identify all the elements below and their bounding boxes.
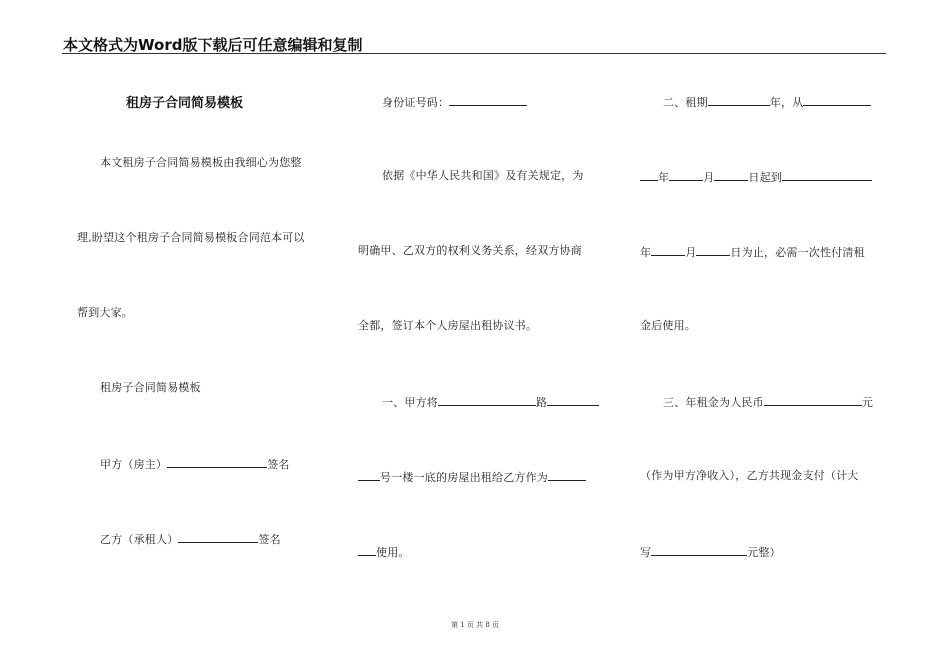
clause-1-text-2: 号一楼一底的房屋出租给乙方作为 xyxy=(380,471,548,484)
clause-2-yue: 月 xyxy=(703,171,715,184)
clause-2-line-4: 金后使用。 xyxy=(640,319,696,332)
clause-1-text-3: 使用。 xyxy=(376,546,410,559)
clause-2-blank-a xyxy=(708,94,770,106)
clause-2-line-2 xyxy=(640,169,872,185)
document-header-title: 本文格式为Word版下载后可任意编辑和复制 xyxy=(63,36,363,54)
clause-2-end-tail: 日为止，必需一次性付清租 xyxy=(730,246,865,259)
clause-2-blank-b xyxy=(803,94,871,106)
clause-2-year-from: 年，从 xyxy=(769,96,804,109)
clause-1-blank-a xyxy=(438,394,536,406)
party-a-blank xyxy=(167,456,267,468)
clause-1-line-3 xyxy=(358,544,410,560)
clause-2-blank-g xyxy=(651,244,685,256)
clause-3-blank-a xyxy=(764,394,862,406)
clause-1-blank-b xyxy=(547,394,599,406)
intro-line-2: 理,盼望这个租房子合同简易模板合同范本可以 xyxy=(77,231,305,244)
clause-3-yuanzheng: 元整） xyxy=(747,546,781,559)
contract-subtitle: 租房子合同简易模板 xyxy=(100,381,201,394)
party-b-blank xyxy=(178,531,258,543)
clause-3-line-2: （作为甲方净收入），乙方共现金支付（计大 xyxy=(640,469,859,482)
clause-3-blank-b xyxy=(651,544,747,556)
basis-line-2: 明确甲、乙双方的权利义务关系，经双方协商 xyxy=(358,244,582,257)
clause-2-prefix: 二、租期 xyxy=(663,96,708,109)
basis-line-3: 全都，签订本个人房屋出租协议书。 xyxy=(358,319,538,332)
clause-2-line-1 xyxy=(663,94,871,110)
party-a-sign-label: 签名 xyxy=(267,458,290,471)
page-number: 第 1 页 共 8 页 xyxy=(450,621,500,629)
id-number-line xyxy=(382,94,527,110)
clause-3-line-3 xyxy=(640,544,781,560)
clause-2-blank-f xyxy=(782,169,872,181)
clause-1-prefix: 一、甲方将 xyxy=(382,396,438,409)
intro-line-3: 帮到大家。 xyxy=(77,306,133,319)
clause-3-yuan: 元 xyxy=(861,396,874,409)
id-number-label: 身份证号码： xyxy=(382,96,450,109)
clause-1-line-2 xyxy=(358,469,586,485)
clause-2-blank-e xyxy=(714,169,748,181)
party-b-line xyxy=(100,531,281,547)
clause-3-line-1 xyxy=(663,394,873,410)
header-divider xyxy=(62,53,886,54)
clause-2-line-3 xyxy=(640,244,865,260)
clause-3-prefix: 三、年租金为人民币 xyxy=(663,396,764,409)
party-b-sign-label: 签名 xyxy=(258,533,281,546)
clause-2-end-yue: 月 xyxy=(685,246,697,259)
clause-2-end-nian: 年 xyxy=(640,246,652,259)
clause-2-blank-c xyxy=(640,169,658,181)
clause-1-blank-e xyxy=(358,544,376,556)
clause-1-blank-d xyxy=(548,469,586,481)
clause-2-blank-d xyxy=(669,169,703,181)
party-a-label: 甲方（房主） xyxy=(100,458,168,471)
basis-line-1: 依据《中华人民共和国》及有关规定，为 xyxy=(382,169,584,182)
intro-line-1: 本文租房子合同简易模板由我细心为您整 xyxy=(100,156,302,169)
clause-1-line-1 xyxy=(382,394,599,410)
clause-3-xie: 写 xyxy=(640,546,652,559)
clause-1-road: 路 xyxy=(536,396,548,409)
document-title: 租房子合同简易模板 xyxy=(126,96,244,111)
party-b-label: 乙方（承租人） xyxy=(100,533,179,546)
party-a-line xyxy=(100,456,290,472)
clause-2-start-day: 日起到 xyxy=(748,171,783,184)
id-number-blank xyxy=(449,94,527,106)
clause-2-nian: 年 xyxy=(658,171,670,184)
clause-1-blank-c xyxy=(358,469,380,481)
clause-2-blank-h xyxy=(696,244,730,256)
